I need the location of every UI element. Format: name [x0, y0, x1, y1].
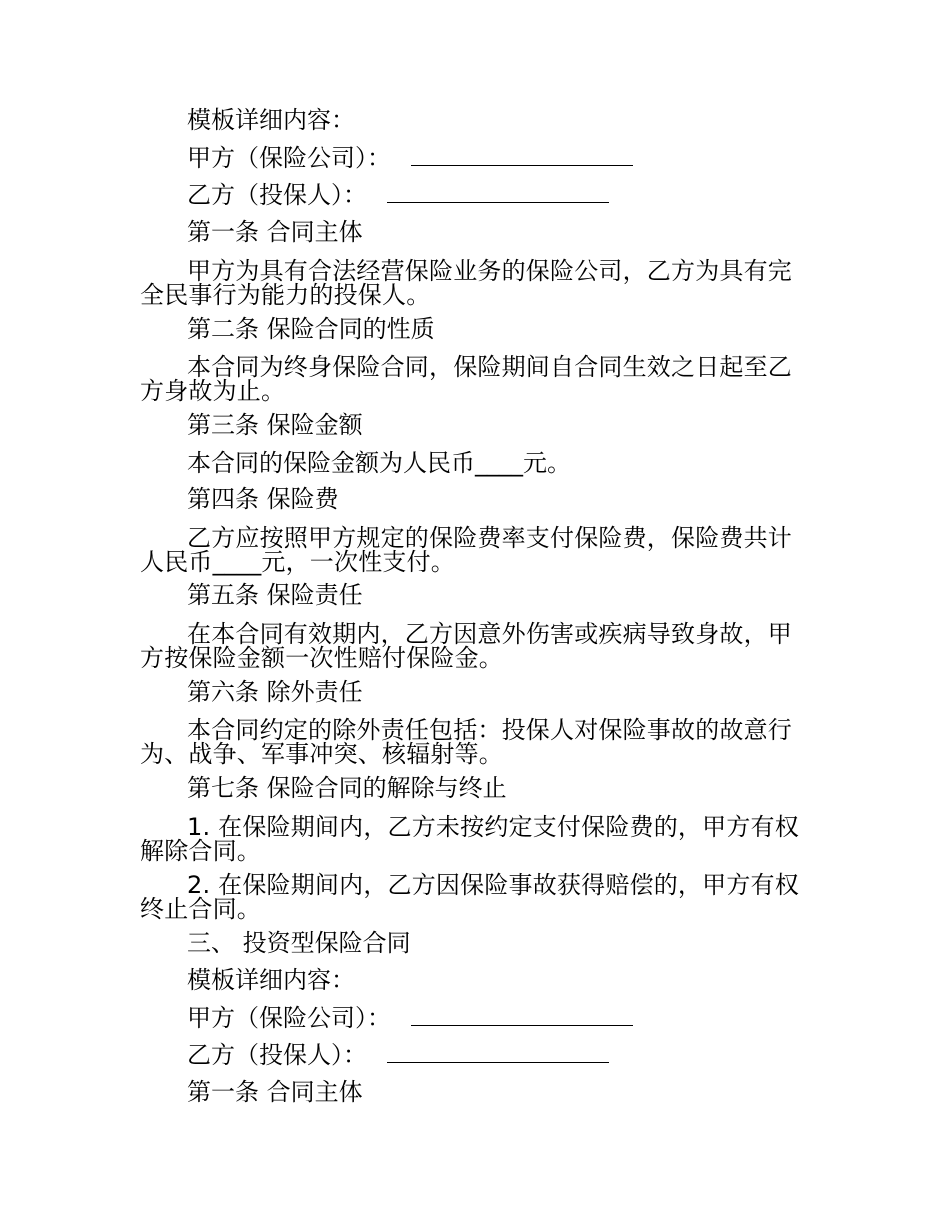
article-1-heading-2: 第一条 合同主体	[187, 1078, 363, 1106]
party-b-line-2	[187, 1040, 609, 1070]
template-detail-heading: 模板详细内容：	[187, 106, 355, 134]
party-a-label: 甲方（保险公司）：	[187, 144, 391, 172]
article-4-heading: 第四条 保险费	[187, 485, 339, 513]
article-4-body: 乙方应按照甲方规定的保险费率支付保险费，保险费共计人民币____元，一次性支付。	[140, 524, 792, 576]
party-b-blank-2	[387, 1040, 609, 1063]
party-b-line	[187, 180, 609, 210]
article-7-clause-2: 2. 在保险期间内，乙方因保险事故获得赔偿的，甲方有权终止合同。	[140, 871, 799, 923]
article-3-body: 本合同的保险金额为人民币____元。	[187, 449, 571, 477]
party-b-label-2: 乙方（投保人）：	[187, 1041, 367, 1069]
article-7-clause-1: 1. 在保险期间内，乙方未按约定支付保险费的，甲方有权解除合同。	[140, 813, 799, 865]
article-1-body: 甲方为具有合法经营保险业务的保险公司，乙方为具有完全民事行为能力的投保人。	[140, 257, 792, 309]
party-b-blank	[387, 180, 609, 203]
article-5-body: 在本合同有效期内，乙方因意外伤害或疾病导致身故，甲方按保险金额一次性赔付保险金。	[140, 620, 792, 672]
section-3-heading: 三、 投资型保险合同	[187, 929, 411, 957]
article-3-heading: 第三条 保险金额	[187, 411, 363, 439]
article-6-body: 本合同约定的除外责任包括：投保人对保险事故的故意行为、战争、军事冲突、核辐射等。	[140, 716, 792, 768]
article-6-heading: 第六条 除外责任	[187, 678, 363, 706]
article-1-heading: 第一条 合同主体	[187, 218, 363, 246]
article-5-heading: 第五条 保险责任	[187, 581, 363, 609]
party-a-line-2	[187, 1003, 633, 1033]
party-a-line	[187, 143, 633, 173]
party-a-blank	[411, 143, 633, 166]
party-b-label: 乙方（投保人）：	[187, 181, 367, 209]
template-detail-heading-2: 模板详细内容：	[187, 966, 355, 994]
party-a-blank-2	[411, 1003, 633, 1026]
party-a-label-2: 甲方（保险公司）：	[187, 1004, 391, 1032]
article-7-heading: 第七条 保险合同的解除与终止	[187, 774, 507, 802]
article-2-heading: 第二条 保险合同的性质	[187, 315, 435, 343]
article-2-body: 本合同为终身保险合同，保险期间自合同生效之日起至乙方身故为止。	[140, 353, 792, 405]
